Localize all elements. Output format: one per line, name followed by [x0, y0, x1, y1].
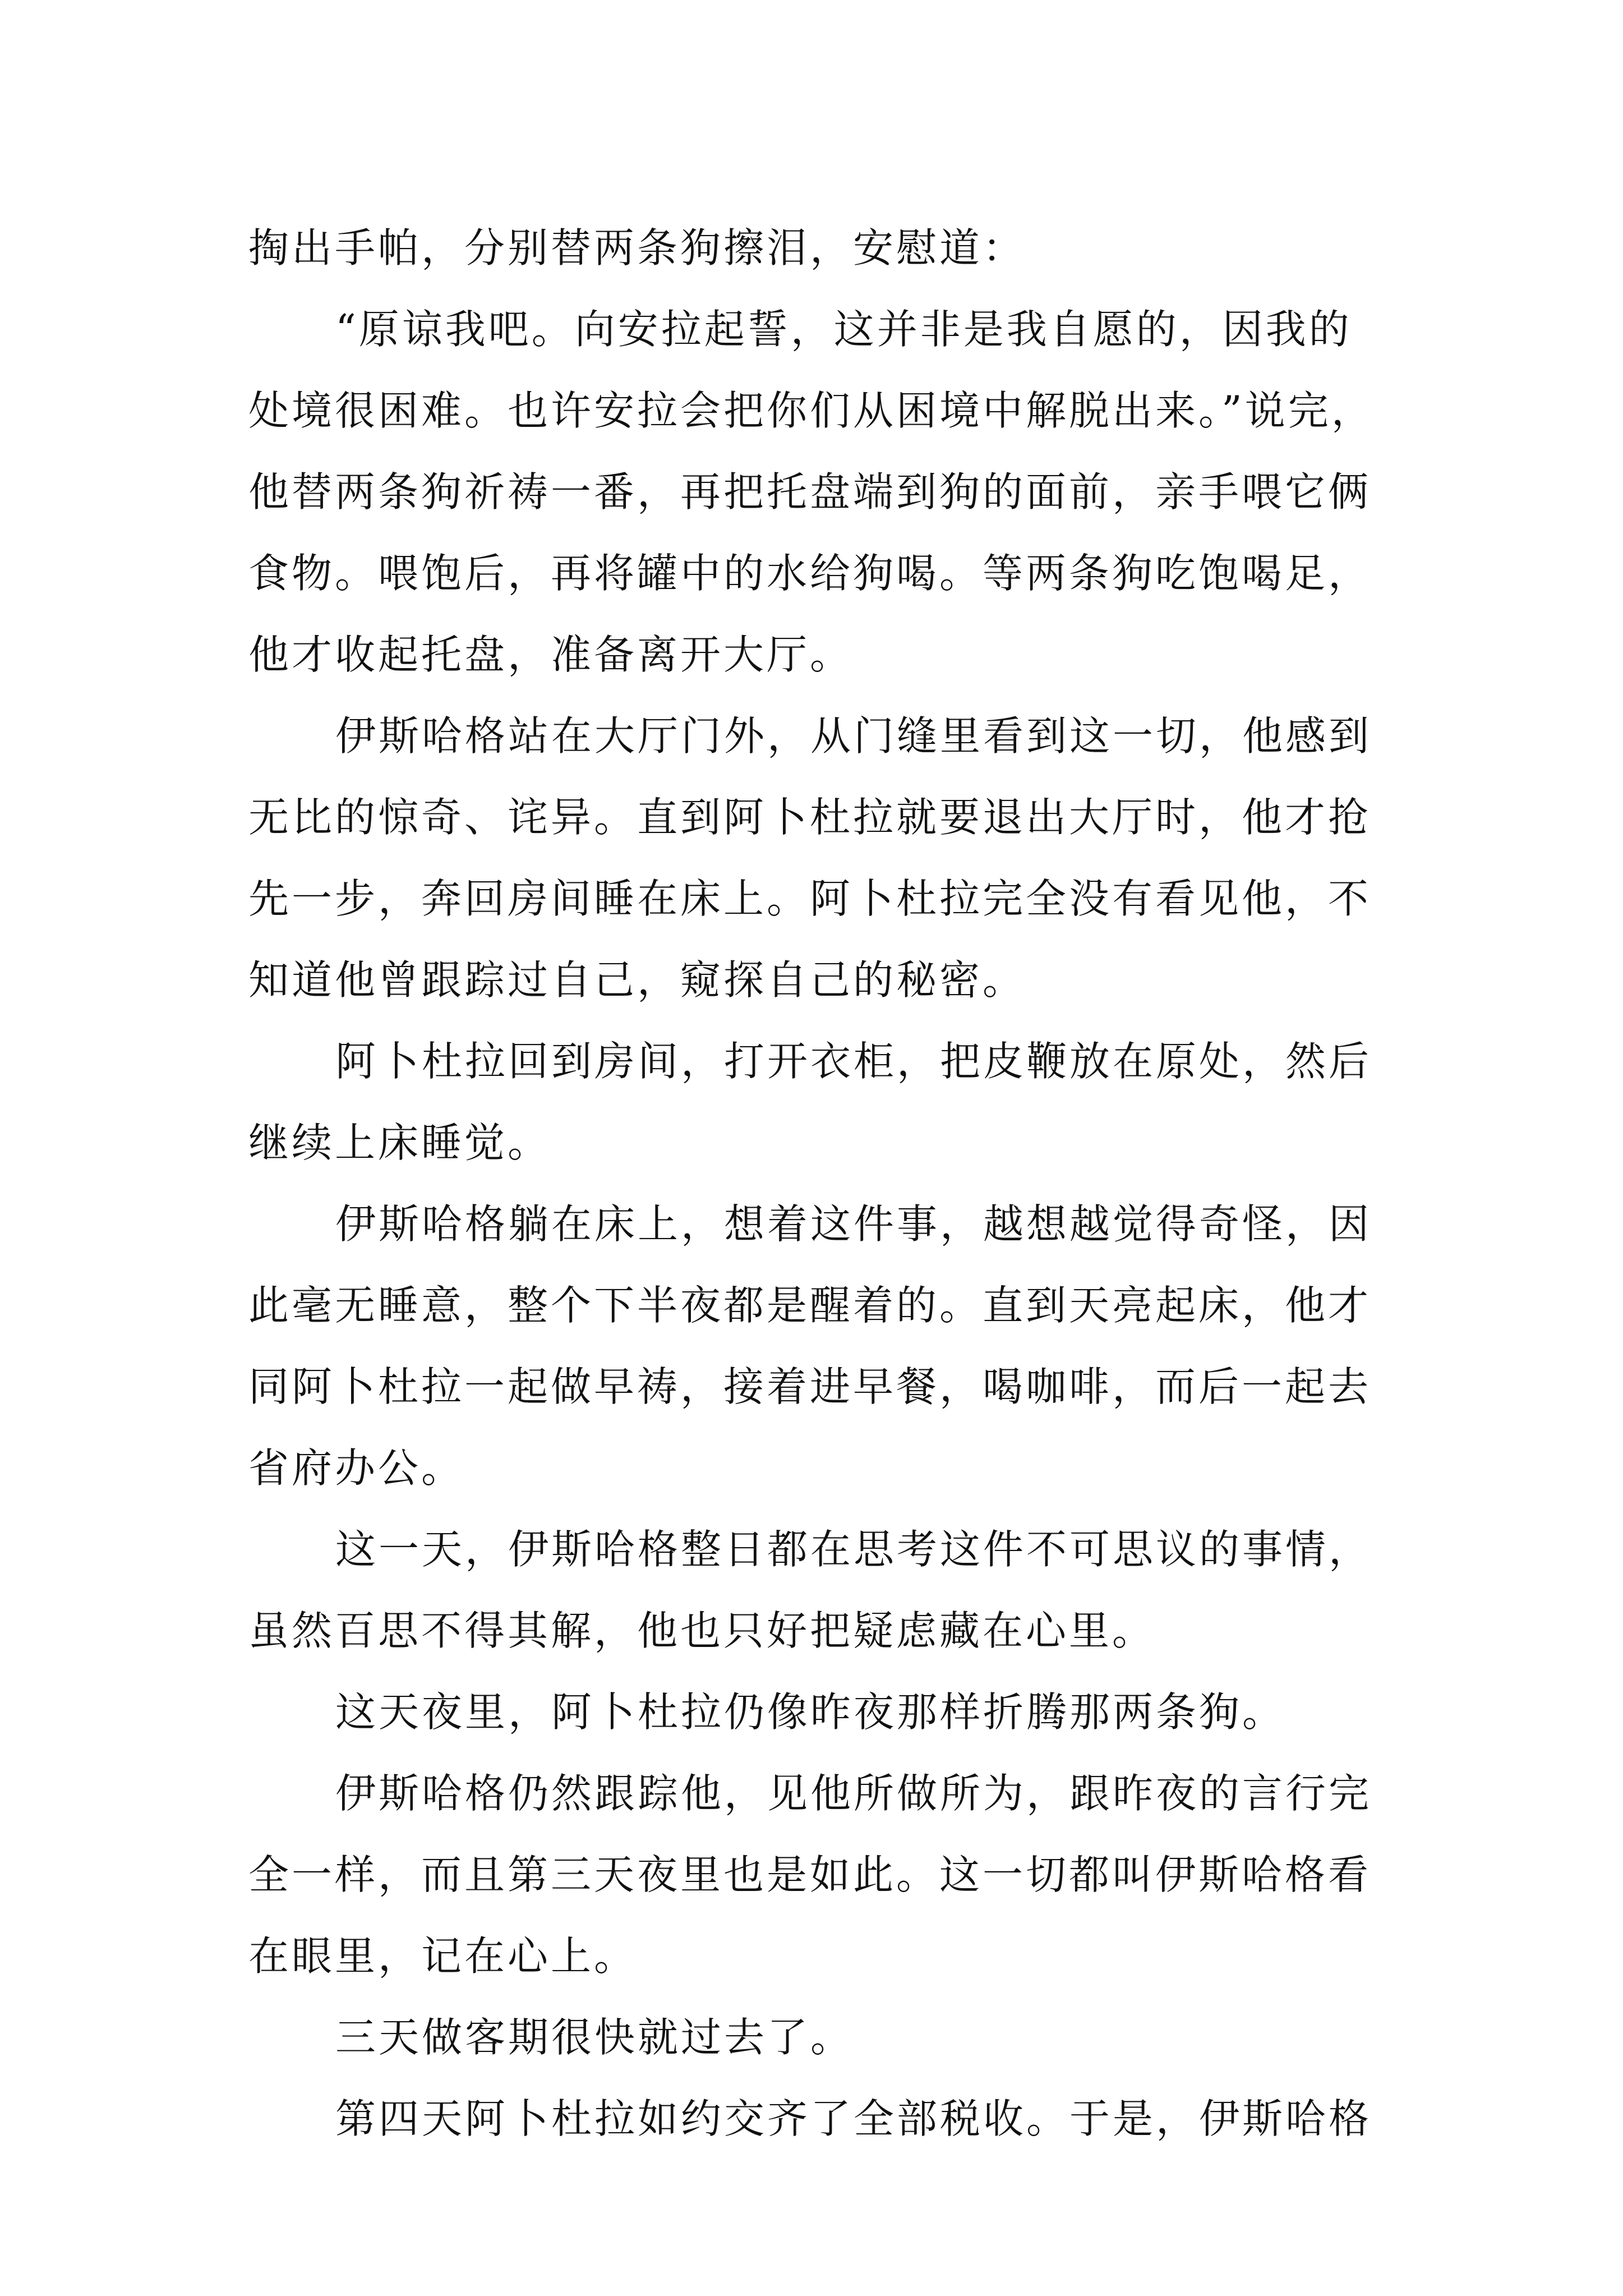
text-line: 虽然百思不得其解，他也只好把疑虑藏在心里。 [248, 1607, 1156, 1654]
text-line: 处境很困难。也许安拉会把你们从困境中解脱出来。”说完， [248, 387, 1375, 434]
body-text [248, 208, 1391, 2160]
text-line: 三天做客期很快就过去了。 [335, 2014, 854, 2061]
text-line: 此毫无睡意，整个下半夜都是醒着的。直到天亮起床，他才 [248, 1282, 1372, 1329]
text-line: 伊斯哈格站在大厅门外，从门缝里看到这一切，他感到 [335, 712, 1372, 760]
text-line: 他替两条狗祈祷一番，再把托盘端到狗的面前，亲手喂它俩 [248, 468, 1372, 516]
text-line: 继续上床睡觉。 [248, 1119, 551, 1166]
text-line: 省府办公。 [248, 1444, 465, 1492]
text-line: 这一天，伊斯哈格整日都在思考这件不可思议的事情， [335, 1526, 1372, 1573]
text-line: 他才收起托盘，准备离开大厅。 [248, 631, 854, 678]
text-line: “原谅我吧。向安拉起誓，这并非是我自愿的，因我的 [335, 306, 1352, 353]
text-line: 同阿卜杜拉一起做早祷，接着进早餐，喝咖啡，而后一起去 [248, 1363, 1372, 1410]
text-line: 食物。喂饱后，再将罐中的水给狗喝。等两条狗吃饱喝足， [248, 550, 1372, 597]
text-line: 先一步，奔回房间睡在床上。阿卜杜拉完全没有看见他，不 [248, 875, 1372, 922]
text-line: 第四天阿卜杜拉如约交齐了全部税收。于是，伊斯哈格 [335, 2095, 1372, 2142]
text-line: 无比的惊奇、诧异。直到阿卜杜拉就要退出大厅时，他才抢 [248, 794, 1372, 841]
text-line: 知道他曾跟踪过自己，窥探自己的秘密。 [248, 956, 1026, 1004]
text-line: 伊斯哈格仍然跟踪他，见他所做所为，跟昨夜的言行完 [335, 1770, 1372, 1817]
text-line: 全一样，而且第三天夜里也是如此。这一切都叫伊斯哈格看 [248, 1851, 1372, 1898]
text-line: 这天夜里，阿卜杜拉仍像昨夜那样折腾那两条狗。 [335, 1688, 1286, 1736]
text-line: 在眼里，记在心上。 [248, 1932, 638, 1980]
text-line: 阿卜杜拉回到房间，打开衣柜，把皮鞭放在原处，然后 [335, 1038, 1372, 1085]
text-line: 掏出手帕，分别替两条狗擦泪，安慰道： [248, 224, 1026, 272]
text-line: 伊斯哈格躺在床上，想着这件事，越想越觉得奇怪，因 [335, 1200, 1372, 1248]
